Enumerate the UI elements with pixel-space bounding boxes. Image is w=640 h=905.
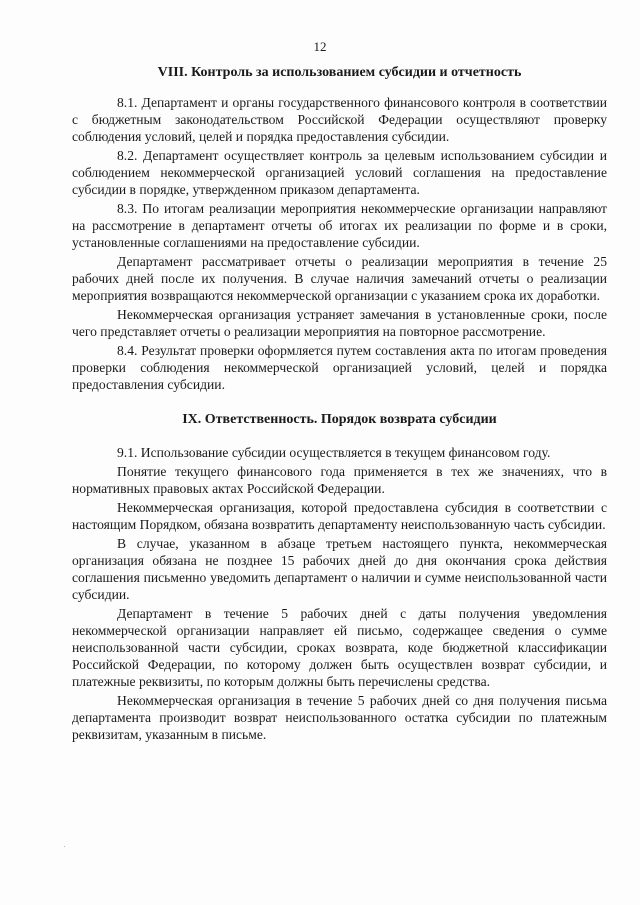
section-9-paragraph: Некоммерческая организация в течение 5 рабочих дней со дня получения письма департамента производит возврат неиспользованного остатка субсидии по платежным реквизитам, указанным в письме. [72, 693, 607, 742]
section-8-paragraph: Некоммерческая организация устраняет замечания в установленные сроки, после чего представляет отчеты о реализации мероприятия на повторное рассмотрение. [72, 307, 607, 339]
section-8-paragraph: 8.2. Департамент осуществляет контроль за целевым использованием субсидии и соблюдением некоммерческой организацией условий соглашения на предоставление субсидии в порядке, утвержденном приказом департамента. [72, 148, 607, 197]
section-8-paragraph: Департамент рассматривает отчеты о реализации мероприятия в течение 25 рабочих дней после их получения. В случае наличия замечаний отчеты о реализации мероприятия возвращаются некоммерческой организации с указанием срока их доработки. [72, 254, 607, 303]
section-8-paragraph: 8.3. По итогам реализации мероприятия некоммерческие организации направляют на рассмотрение в департамент отчеты об итогах их реализации по форме и в сроки, установленные соглашениями на предоставление субсидии. [72, 201, 607, 250]
section-9-paragraph: Понятие текущего финансового года применяется в тех же значениях, что в нормативных правовых актах Российской Федерации. [72, 464, 607, 496]
section-9-paragraph: В случае, указанном в абзаце третьем настоящего пункта, некоммерческая организация обязана не позднее 15 рабочих дней до дня окончания срока действия соглашения письменно уведомить департамент о наличии и сумме неиспользованной части субсидии. [72, 536, 607, 602]
section-9-paragraph: Некоммерческая организация, которой предоставлена субсидия в соответствии с настоящим Порядком, обязана возвратить департаменту неиспользованную часть субсидии. [72, 500, 607, 532]
section-8-paragraph: 8.4. Результат проверки оформляется путем составления акта по итогам проведения проверки соблюдения некоммерческой организацией условий, целей и порядка предоставления субсидии. [72, 343, 607, 392]
scan-speck [64, 846, 65, 847]
page-number: 12 [313, 39, 327, 54]
section-8-paragraph: 8.1. Департамент и органы государственного финансового контроля в соответствии с бюджетным законодательством Российской Федерации осуществляют проверку соблюдения условий, целей и порядка предоставления субсидии. [72, 95, 607, 144]
section-9-paragraph: Департамент в течение 5 рабочих дней с даты получения уведомления некоммерческой организации направляет ей письмо, содержащее сведения о сумме неиспользованной части субсидии, сроках возврата, коде бюджетной классификации Российской Федерации, по которому должен быть осуществлен возврат субсидии, и платежные реквизиты, по которым должны быть перечислены средства. [72, 606, 607, 689]
document-body [72, 64, 607, 743]
section-8-title: VIII. Контроль за использованием субсидии и отчетность [157, 65, 522, 80]
section-9-paragraph: 9.1. Использование субсидии осуществляется в текущем финансовом году. [117, 445, 551, 460]
section-9-title: IX. Ответственность. Порядок возврата субсидии [182, 412, 497, 427]
